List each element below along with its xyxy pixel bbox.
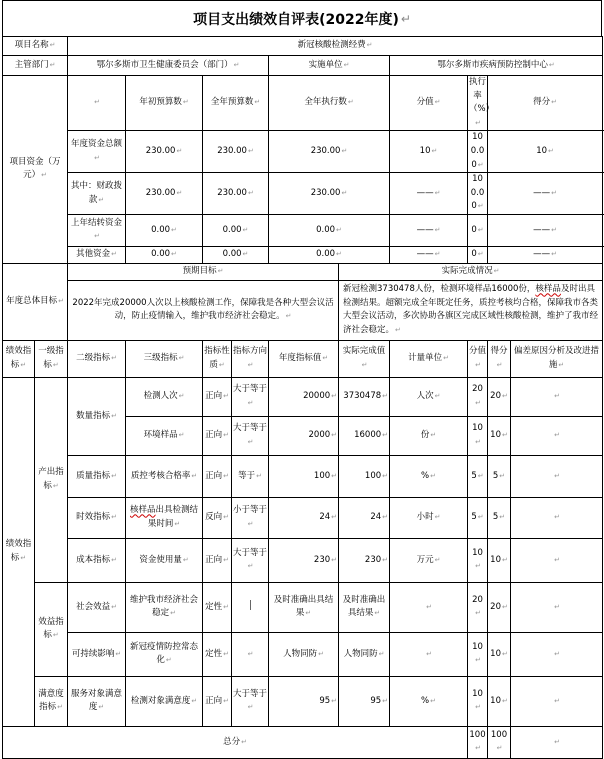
funds-header-score-value: 分值 ↵ [390,76,468,131]
level3-cell [126,497,203,538]
indicator-row [3,497,603,538]
target-cell: 及时准确出具结果 ↵ [269,582,339,632]
funds-row-score: —— ↵ [488,214,603,246]
funds-header-executed: 全年执行数 ↵ [269,76,390,131]
score-cell: 10 ↵ [488,538,511,582]
reason-cell [511,377,603,416]
department-row [3,56,603,76]
score-value-cell: 20 ↵ [468,377,488,416]
level2-cost: 成本指标 ↵ [68,538,126,582]
project-name-value: 新冠核酸检测经费 ↵ [68,37,603,56]
reason-cell [511,538,603,582]
actual-text-post: 及时出具检测结果。超额完成全年既定任务，质控考核均合格，保障我市各类大型会议活动，多次协助各旗区完成区域性核酸检测，维护了我市经济社会稳定。 [343,284,599,336]
funds-header-annual: 全年预算数 ↵ [203,76,269,131]
level3-text: 出具检测结果时间 [147,505,199,529]
direction-cell: 大于等于 ↵ [232,676,269,726]
reason-cell [511,632,603,676]
funds-row-rate: 0 ↵ [468,246,488,263]
total-reason [511,726,603,758]
target-header: 年度指标值 ↵ [269,340,339,377]
funds-row [3,131,603,173]
funds-row-initial: 0.00 ↵ [126,214,203,246]
actual-completion-label: 实际完成情况 ↵ [339,263,603,280]
level2-quantity: 数量指标 ↵ [68,377,126,455]
indicator-row [3,538,603,582]
department-value: 鄂尔多斯市卫生健康委员会（部门） ↵ [68,56,269,76]
nature-cell: 正向 ↵ [203,538,232,582]
funds-header-blank [68,76,126,131]
level1-satisfaction: 满意度指标 ↵ [35,676,68,726]
unit-header: 计量单位 ↵ [390,340,468,377]
department-label: 主管部门 ↵ [3,56,68,76]
unit-cell: 万元 ↵ [390,538,468,582]
level3-header: 三级指标 ↵ [126,340,203,377]
actual-cell: 及时准确出具结果 ↵ [339,582,390,632]
funds-row-initial: 230.00 ↵ [126,173,203,215]
level2-quality: 质量指标 ↵ [68,455,126,497]
nature-cell: 正向 ↵ [203,416,232,455]
score-cell: 10 ↵ [488,632,511,676]
funds-row-score: —— ↵ [488,246,603,263]
direction-cell: 大于等于 ↵ [232,538,269,582]
level3-cell: 新冠疫情防控常态化 ↵ [126,632,203,676]
expected-goal-text: 2022年完成20000人次以上核酸检测工作，保障我是各种大型会议活动，防止疫情输入，维护我市经济社会稳定。 ↵ [68,280,339,340]
target-cell: 人物同防 ↵ [269,632,339,676]
reason-cell [511,497,603,538]
unit-cell: % ↵ [390,676,468,726]
funds-header-rate: 执行率（%） ↵ [468,76,488,131]
unit-cell [390,632,468,676]
indicator-row [3,582,603,632]
unit-cell [390,582,468,632]
actual-cell: 100 ↵ [339,455,390,497]
level3-wavy-text: 核样品 [130,505,156,516]
reason-header: 偏差原因分析及改进措施 ↵ [511,340,603,377]
unit-cell: 份 ↵ [390,416,468,455]
score-value-cell: 10 ↵ [468,632,488,676]
actual-completion-text [339,280,603,340]
funds-row-name: 其他资金 ↵ [68,246,126,263]
project-name-row [3,37,603,56]
target-cell: 95 ↵ [269,676,339,726]
funds-row-annual: 230.00 ↵ [203,131,269,173]
funds-row-annual: 230.00 ↵ [203,173,269,215]
funds-header-initial: 年初预算数 ↵ [126,76,203,131]
funds-row-annual: 0.00 ↵ [203,214,269,246]
score-cell: 20 ↵ [488,377,511,416]
funds-row-executed: 230.00 ↵ [269,131,390,173]
unit-cell: % ↵ [390,455,468,497]
actual-header: 实际完成值 ↵ [339,340,390,377]
funds-row-score-value: 10 ↵ [390,131,468,173]
direction-cell: 大于等于 ↵ [232,416,269,455]
level1-benefit: 效益指标 ↵ [35,582,68,676]
goals-header-row [3,263,603,280]
funds-row-annual: 0.00 ↵ [203,246,269,263]
funds-row-name: 年度资金总额 ↵ [68,131,126,173]
self-evaluation-table [2,36,603,759]
nature-cell: 正向 ↵ [203,455,232,497]
level1-header: 一级指标 ↵ [35,340,68,377]
funds-row-executed: 0.00 ↵ [269,214,390,246]
funds-row [3,173,603,215]
actual-text-wavy: 核样品 [535,284,561,295]
score-value-cell: 10 ↵ [468,676,488,726]
funds-row-score: —— ↵ [488,173,603,215]
funds-row-rate: 0 ↵ [468,214,488,246]
reason-cell [511,416,603,455]
actual-cell: 16000 ↵ [339,416,390,455]
funds-row-rate: 100.00 ↵ [468,131,488,173]
reason-cell [511,582,603,632]
actual-text-pre: 新冠检测3730478人份，检测环境样品16000份， [343,284,536,295]
actual-cell: 95 ↵ [339,676,390,726]
funds-row-rate: 100.00 ↵ [468,173,488,215]
funds-label: 项目资金（万元） ↵ [3,76,68,264]
nature-cell: 反向 ↵ [203,497,232,538]
funds-row-initial: 0.00 ↵ [126,246,203,263]
actual-cell: 3730478 ↵ [339,377,390,416]
funds-header-score: 得分 ↵ [488,76,603,131]
actual-cell: 230 ↵ [339,538,390,582]
score-cell: 10 ↵ [488,676,511,726]
score-value-cell: 5 ↵ [468,455,488,497]
score-cell: 5 ↵ [488,497,511,538]
perf-indicator-header: 绩效指标 ↵ [3,340,35,377]
score-cell: 5 ↵ [488,455,511,497]
funds-row-executed: 230.00 ↵ [269,173,390,215]
score-header: 得分 ↵ [488,340,511,377]
indicator-row [3,377,603,416]
total-score: 100 ↵ [488,726,511,758]
actual-cell: 人物同防 ↵ [339,632,390,676]
level2-timeliness: 时效指标 ↵ [68,497,126,538]
level1-output: 产出指标 ↵ [35,377,68,582]
target-cell: 100 ↵ [269,455,339,497]
nature-cell: 定性 ↵ [203,632,232,676]
level3-cell: 质控考核合格率 ↵ [126,455,203,497]
indicator-row [3,455,603,497]
direction-cell: 等于 ↵ [232,455,269,497]
nature-cell: 正向 ↵ [203,377,232,416]
score-value-cell: 10 ↵ [468,538,488,582]
reason-cell [511,676,603,726]
level2-service: 服务对象满意度 ↵ [68,676,126,726]
form-title-text: 项目支出绩效自评表(2022年度) [193,11,399,28]
text-cursor-icon [250,600,251,610]
score-cell: 20 ↵ [488,582,511,632]
unit-cell: 人次 ↵ [390,377,468,416]
nature-cell: 正向 ↵ [203,676,232,726]
project-name-label: 项目名称 ↵ [3,37,68,56]
direction-cell [232,632,269,676]
score-value-cell: 5 ↵ [468,497,488,538]
score-value-cell: 10 ↵ [468,416,488,455]
form-title [2,0,602,36]
target-cell: 230 ↵ [269,538,339,582]
implementing-unit-label: 实施单位 ↵ [269,56,390,76]
funds-row-executed: 0.00 ↵ [269,246,390,263]
funds-row-score-value: —— ↵ [390,246,468,263]
funds-row [3,214,603,246]
goals-content-row [3,280,603,340]
nature-header: 指标性质 ↵ [203,340,232,377]
annual-goal-label: 年度总体目标 ↵ [3,263,68,340]
direction-cell [232,582,269,632]
funds-row-name: 其中：财政拨款 ↵ [68,173,126,215]
direction-header: 指标方向 ↵ [232,340,269,377]
unit-cell: 小时 ↵ [390,497,468,538]
score-cell: 10 ↵ [488,416,511,455]
paragraph-mark-icon: ↵ [400,11,411,26]
funds-row [3,246,603,263]
indicator-row [3,676,603,726]
direction-cell: 小于等于 ↵ [232,497,269,538]
indicator-header-row [3,340,603,377]
funds-row-score-value: —— ↵ [390,173,468,215]
direction-cell: 大于等于 ↵ [232,377,269,416]
target-cell: 2000 ↵ [269,416,339,455]
target-cell: 20000 ↵ [269,377,339,416]
score-value-cell: 20 ↵ [468,582,488,632]
score-value-header: 分值 ↵ [468,340,488,377]
level2-sustain: 可持续影响 ↵ [68,632,126,676]
level2-header: 二级指标 ↵ [68,340,126,377]
implementing-unit-value: 鄂尔多斯市疾病预防控制中心 ↵ [390,56,603,76]
funds-header-row [3,76,603,131]
level2-social: 社会效益 ↵ [68,582,126,632]
reason-cell [511,455,603,497]
funds-row-score-value: —— ↵ [390,214,468,246]
total-score-value: 100 ↵ [468,726,488,758]
nature-cell: 定性 ↵ [203,582,232,632]
level3-cell: 检测对象满意度 ↵ [126,676,203,726]
level3-cell: 资金使用量 ↵ [126,538,203,582]
perf-indicator-cell: 绩效指标 ↵ [3,377,35,726]
total-row [3,726,603,758]
funds-row-name: 上年结转资金 ↵ [68,214,126,246]
level3-cell: 环境样品 ↵ [126,416,203,455]
funds-row-initial: 230.00 ↵ [126,131,203,173]
expected-goal-label: 预期目标 ↵ [68,263,339,280]
level3-cell: 检测人次 ↵ [126,377,203,416]
actual-cell: 24 ↵ [339,497,390,538]
funds-row-score: 10 ↵ [488,131,603,173]
target-cell: 24 ↵ [269,497,339,538]
indicator-row [3,632,603,676]
total-label: 总分 ↵ [3,726,468,758]
level3-cell: 维护我市经济社会稳定 ↵ [126,582,203,632]
